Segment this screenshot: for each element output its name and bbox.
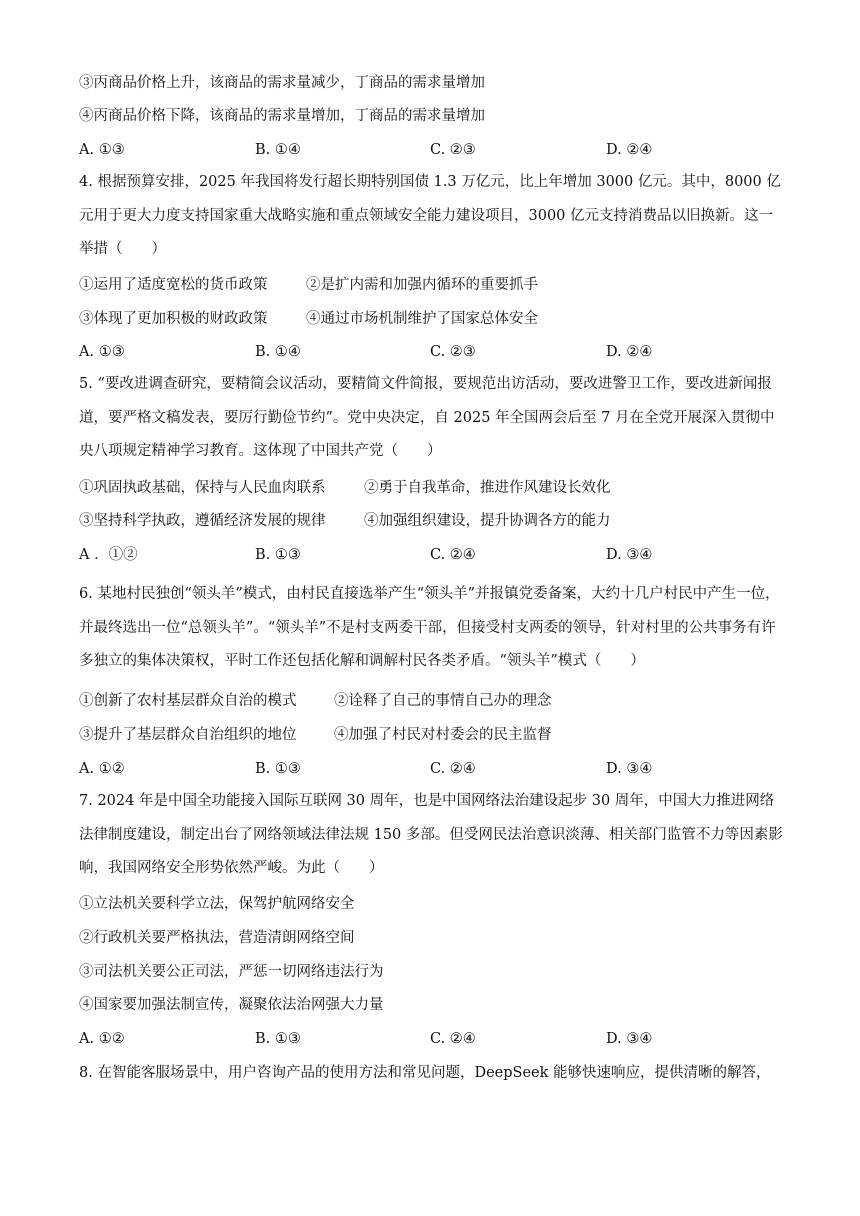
q7-choice-b[interactable]: B. ①③ xyxy=(255,1031,301,1047)
q6-options-row-2 xyxy=(79,725,784,745)
q5-choice-a[interactable]: A ．①② xyxy=(79,547,138,563)
q6-choice-c[interactable]: C. ②④ xyxy=(430,761,476,777)
q5-option-4: ④加强组织建设，提升协调各方的能力 xyxy=(364,513,611,529)
q5-option-1: ①巩固执政基础，保持与人民血肉联系 xyxy=(79,480,326,496)
q5-choice-d[interactable]: D. ③④ xyxy=(606,547,653,563)
q4-option-2: ②是扩内需和加强内循环的重要抓手 xyxy=(306,277,538,293)
q5-options-row-1 xyxy=(79,478,784,498)
q4-choices xyxy=(79,342,784,362)
q4-choice-c[interactable]: C. ②③ xyxy=(430,344,476,360)
q6-choice-d[interactable]: D. ③④ xyxy=(606,761,653,777)
q4-choice-d[interactable]: D. ②④ xyxy=(606,344,653,360)
q5-options-row-2 xyxy=(79,511,784,531)
q7-option-2: ②行政机关要严格执法，营造清朗网络空间 xyxy=(79,930,355,946)
q7-choices xyxy=(79,1029,784,1049)
q5-stem: 5. “要改进调查研究，要精简会议活动，要精简文件简报，要规范出访活动，要改进警卫工作，要改进新闻报道，要严格文稿发表，要厉行勤俭节约”。党中央决定，自 2025 年全国两会后至 7 月在全党开展深入贯彻中央八项规定精神学习教育。这体现了中国共产党（ ） xyxy=(79,376,775,459)
q3-choices xyxy=(79,140,784,160)
q5-choices xyxy=(79,545,784,565)
q5-choice-b[interactable]: B. ①③ xyxy=(255,547,301,563)
q3-choice-d[interactable]: D. ②④ xyxy=(606,142,653,158)
q4-option-1: ①运用了适度宽松的货币政策 xyxy=(79,277,268,293)
q7-stem: 7. 2024 年是中国全功能接入国际互联网 30 周年，也是中国网络法治建设起步 30 周年，中国大力推进网络法律制度建设，制定出台了网络领域法律法规 150 多部。但受网民法治意识淡薄、相关部门监管不力等因素影响，我国网络安全形势依然严峻。为此（ ） xyxy=(79,793,783,876)
q6-option-1: ①创新了农村基层群众自治的模式 xyxy=(79,693,297,709)
q7-option-1: ①立法机关要科学立法，保驾护航网络安全 xyxy=(79,896,355,912)
q4-stem: 4. 根据预算安排，2025 年我国将发行超长期特别国债 1.3 万亿元，比上年增加 3000 亿元。其中，8000 亿元用于更大力度支持国家重大战略实施和重点领域安全能力建设项目，3000 亿元支持消费品以旧换新。这一举措（ ） xyxy=(79,174,781,257)
q8-stem: 8. 在智能客服场景中，用户咨询产品的使用方法和常见问题，DeepSeek 能够快速响应，提供清晰的解答， xyxy=(79,1065,771,1081)
q7-option-4: ④国家要加强法制宣传，凝聚依法治网强大力量 xyxy=(79,997,384,1013)
q6-options-row-1 xyxy=(79,691,784,711)
q6-choice-b[interactable]: B. ①③ xyxy=(255,761,301,777)
q7-choice-c[interactable]: C. ②④ xyxy=(430,1031,476,1047)
q6-option-3: ③提升了基层群众自治组织的地位 xyxy=(79,727,297,743)
q3-option-4: ④丙商品价格下降，该商品的需求量增加，丁商品的需求量增加 xyxy=(79,108,485,124)
q4-option-3: ③体现了更加积极的财政政策 xyxy=(79,311,268,327)
q4-choice-a[interactable]: A. ①③ xyxy=(79,344,125,360)
q5-choice-c[interactable]: C. ②④ xyxy=(430,547,476,563)
q3-option-3: ③丙商品价格上升，该商品的需求量减少，丁商品的需求量增加 xyxy=(79,75,485,91)
q6-choices xyxy=(79,759,784,779)
q3-choice-c[interactable]: C. ②③ xyxy=(430,142,476,158)
q4-options-row-1 xyxy=(79,275,784,295)
q5-option-2: ②勇于自我革命，推进作风建设长效化 xyxy=(364,480,611,496)
q5-option-3: ③坚持科学执政，遵循经济发展的规律 xyxy=(79,513,326,529)
q7-choice-d[interactable]: D. ③④ xyxy=(606,1031,653,1047)
q7-choice-a[interactable]: A. ①② xyxy=(79,1031,125,1047)
q6-option-2: ②诠释了自己的事情自己办的理念 xyxy=(334,693,552,709)
q4-choice-b[interactable]: B. ①④ xyxy=(255,344,301,360)
q4-options-row-2 xyxy=(79,309,784,329)
q6-stem: 6. 某地村民独创“领头羊”模式，由村民直接选举产生“领头羊”并报镇党委备案，大约十几户村民中产生一位，并最终选出一位“总领头羊”。“领头羊”不是村支两委干部，但接受村支两委的领导，针对村里的公共事务有许多独立的集体决策权，平时工作还包括化解和调解村民各类矛盾。“领头羊”模式（ ） xyxy=(79,586,780,669)
q4-option-4: ④通过市场机制维护了国家总体安全 xyxy=(306,311,538,327)
q6-choice-a[interactable]: A. ①② xyxy=(79,761,125,777)
q3-choice-b[interactable]: B. ①④ xyxy=(255,142,301,158)
q7-option-3: ③司法机关要公正司法，严惩一切网络违法行为 xyxy=(79,964,384,980)
q3-choice-a[interactable]: A. ①③ xyxy=(79,142,125,158)
q6-option-4: ④加强了村民对村委会的民主监督 xyxy=(334,727,552,743)
